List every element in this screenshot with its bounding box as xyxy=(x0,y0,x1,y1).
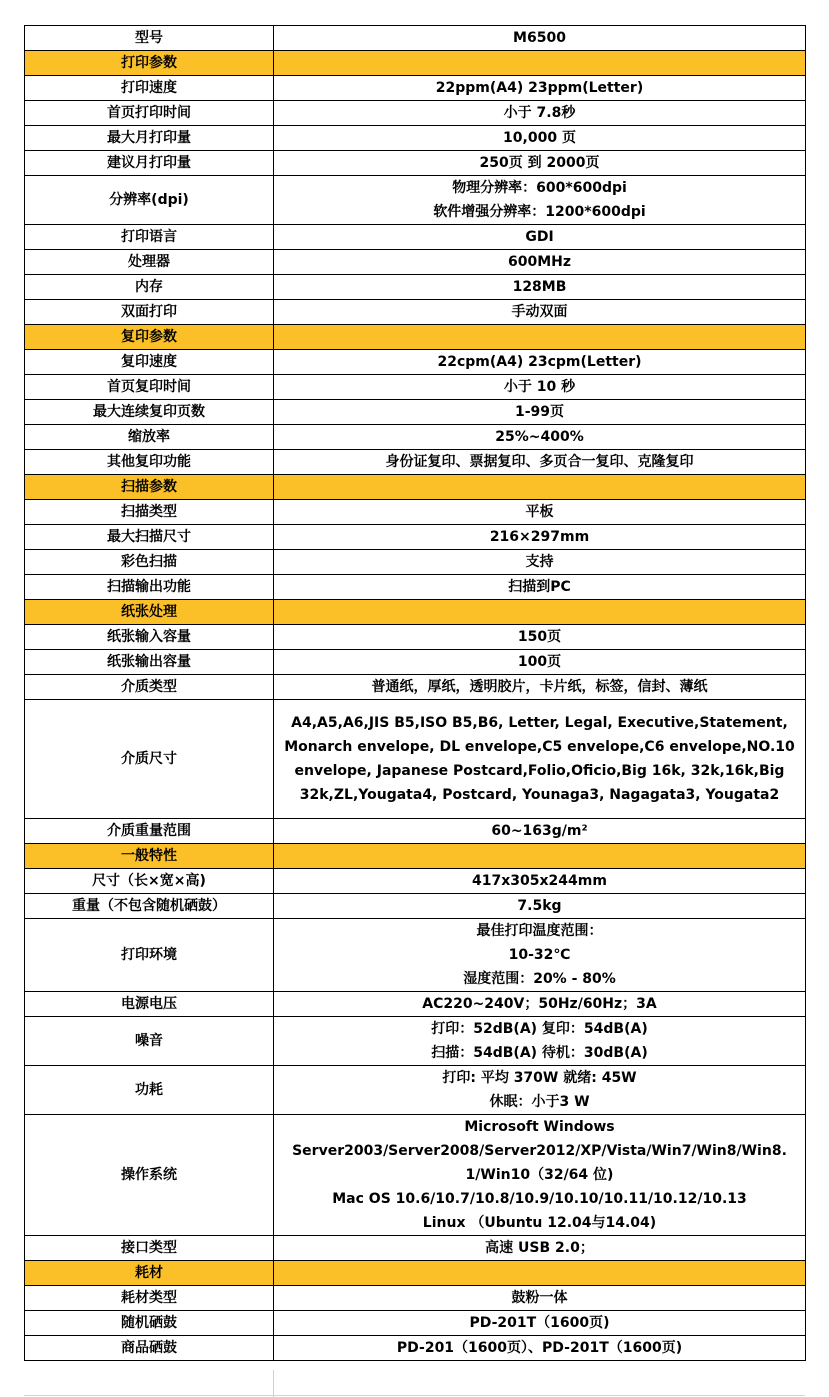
spec-value xyxy=(274,869,806,894)
model-label: 型号 xyxy=(25,26,274,51)
spec-value xyxy=(274,450,806,475)
spec-row xyxy=(25,1017,806,1066)
model-value: M6500 xyxy=(274,26,806,51)
section-header-row xyxy=(25,325,806,350)
spec-value-line: PD-201T（1600页) xyxy=(469,1315,610,1331)
spec-value-line: 417x305x244mm xyxy=(472,873,607,889)
spec-label: 缩放率 xyxy=(25,425,274,450)
spec-value xyxy=(274,300,806,325)
spec-label: 纸张输入容量 xyxy=(25,625,274,650)
spec-label: 首页复印时间 xyxy=(25,375,274,400)
bottom-column-tick xyxy=(273,1370,274,1397)
spec-value-line: 最佳打印温度范围： xyxy=(476,923,603,939)
section-header-row xyxy=(25,51,806,76)
spec-value-line: 32k,ZL,Yougata4, Postcard, Younaga3, Nagagata3, Yougata2 xyxy=(299,787,780,803)
spec-value-line: 软件增强分辨率：1200*600dpi xyxy=(433,204,646,220)
spec-value-line: PD-201（1600页）、PD-201T（1600页) xyxy=(396,1340,683,1356)
spec-label: 彩色扫描 xyxy=(25,550,274,575)
spec-value xyxy=(274,1236,806,1261)
spec-value xyxy=(274,1311,806,1336)
spec-label: 其他复印功能 xyxy=(25,450,274,475)
spec-value-line: 150页 xyxy=(517,629,562,645)
spec-row xyxy=(25,76,806,101)
section-title: 纸张处理 xyxy=(25,600,274,625)
spec-value-line: 100页 xyxy=(517,654,562,670)
spec-label: 扫描类型 xyxy=(25,500,274,525)
section-title: 复印参数 xyxy=(25,325,274,350)
spec-row xyxy=(25,176,806,225)
spec-table xyxy=(24,25,806,1361)
spec-row xyxy=(25,869,806,894)
spec-value xyxy=(274,1066,806,1115)
spec-row xyxy=(25,275,806,300)
spec-label: 功耗 xyxy=(25,1066,274,1115)
spec-value xyxy=(274,525,806,550)
spec-label: 首页打印时间 xyxy=(25,101,274,126)
spec-label: 打印速度 xyxy=(25,76,274,101)
spec-row xyxy=(25,1336,806,1361)
spec-row xyxy=(25,525,806,550)
spec-row xyxy=(25,625,806,650)
spec-value xyxy=(274,425,806,450)
spec-value-line: 普通纸，厚纸，透明胶片，卡片纸，标签，信封、薄纸 xyxy=(371,679,708,695)
spec-value-line: 1-99页 xyxy=(514,404,565,420)
spec-value xyxy=(274,1017,806,1066)
spec-row xyxy=(25,425,806,450)
spec-label: 纸张输出容量 xyxy=(25,650,274,675)
spec-value-line: envelope, Japanese Postcard,Folio,Oficio,Big 16k, 32k,16k,Big xyxy=(294,763,785,779)
section-header-row xyxy=(25,600,806,625)
spec-value-line: 小于 7.8秒 xyxy=(503,105,576,121)
spec-row xyxy=(25,1115,806,1236)
spec-value xyxy=(274,500,806,525)
spec-value-line: 小于 10 秒 xyxy=(503,379,576,395)
spec-value xyxy=(274,350,806,375)
spec-label: 重量（不包含随机硒鼓） xyxy=(25,894,274,919)
spec-label: 介质类型 xyxy=(25,675,274,700)
spec-row xyxy=(25,350,806,375)
spec-value-line: 扫描：54dB(A) 待机：30dB(A) xyxy=(431,1045,648,1061)
spec-value-line: GDI xyxy=(525,229,554,245)
spec-table-body xyxy=(25,26,806,1361)
spec-value-line: 25%~400% xyxy=(495,429,584,445)
spec-value xyxy=(274,575,806,600)
spec-label: 打印语言 xyxy=(25,225,274,250)
spec-value-line: Mac OS 10.6/10.7/10.8/10.9/10.10/10.11/10.12/10.13 xyxy=(332,1191,747,1207)
spec-label: 噪音 xyxy=(25,1017,274,1066)
spec-value xyxy=(274,675,806,700)
spec-value-line: 7.5kg xyxy=(517,898,562,914)
spec-row xyxy=(25,1286,806,1311)
spec-value-line: 平板 xyxy=(525,504,554,520)
spec-value-line: Monarch envelope, DL envelope,C5 envelope,C6 envelope,NO.10 xyxy=(284,739,795,755)
spec-value xyxy=(274,375,806,400)
spec-row xyxy=(25,1236,806,1261)
spec-row xyxy=(25,1066,806,1115)
spec-row xyxy=(25,400,806,425)
spec-row xyxy=(25,151,806,176)
spec-row xyxy=(25,1311,806,1336)
spec-value-line: 10-32℃ xyxy=(508,947,571,963)
spec-row xyxy=(25,919,806,992)
spec-label: 打印环境 xyxy=(25,919,274,992)
spec-row xyxy=(25,126,806,151)
spec-row xyxy=(25,675,806,700)
section-header-row xyxy=(25,475,806,500)
spec-value-line: 60~163g/m² xyxy=(491,823,588,839)
spec-value xyxy=(274,250,806,275)
spec-row xyxy=(25,819,806,844)
spec-value xyxy=(274,625,806,650)
spec-value xyxy=(274,1286,806,1311)
section-fill xyxy=(274,475,806,500)
spec-value-line: 手动双面 xyxy=(511,304,568,320)
spec-row xyxy=(25,101,806,126)
section-title: 一般特性 xyxy=(25,844,274,869)
spec-row xyxy=(25,894,806,919)
spec-value xyxy=(274,176,806,225)
spec-row xyxy=(25,700,806,819)
spec-value-line: 600MHz xyxy=(507,254,572,270)
spec-label: 双面打印 xyxy=(25,300,274,325)
spec-value xyxy=(274,275,806,300)
spec-value-line: 216×297mm xyxy=(489,529,590,545)
spec-value xyxy=(274,151,806,176)
section-title: 打印参数 xyxy=(25,51,274,76)
spec-label: 最大月打印量 xyxy=(25,126,274,151)
spec-value-line: 身份证复印、票据复印、多页合一复印、克隆复印 xyxy=(385,454,694,470)
spec-value xyxy=(274,400,806,425)
spec-value xyxy=(274,101,806,126)
spec-value-line: 250页 到 2000页 xyxy=(479,155,600,171)
spec-value-line: Server2003/Server2008/Server2012/XP/Vista/Win7/Win8/Win8. xyxy=(292,1143,787,1159)
spec-label: 处理器 xyxy=(25,250,274,275)
spec-value-line: 打印：52dB(A) 复印：54dB(A) xyxy=(431,1021,648,1037)
section-title: 扫描参数 xyxy=(25,475,274,500)
spec-value xyxy=(274,1115,806,1236)
spec-row xyxy=(25,300,806,325)
spec-value-line: 高速 USB 2.0； xyxy=(485,1240,594,1256)
spec-label: 介质尺寸 xyxy=(25,700,274,819)
spec-label: 耗材类型 xyxy=(25,1286,274,1311)
spec-value xyxy=(274,126,806,151)
spec-value xyxy=(274,992,806,1017)
spec-value-line: 10,000 页 xyxy=(503,130,576,146)
spec-value xyxy=(274,1336,806,1361)
spec-label: 操作系统 xyxy=(25,1115,274,1236)
spec-label: 介质重量范围 xyxy=(25,819,274,844)
spec-value-line: 鼓粉一体 xyxy=(511,1290,568,1306)
spec-label: 最大扫描尺寸 xyxy=(25,525,274,550)
spec-value-line: 湿度范围：20% - 80% xyxy=(463,971,616,987)
spec-row xyxy=(25,575,806,600)
spec-value-line: 支持 xyxy=(525,554,554,570)
spec-value-line: 22ppm(A4) 23ppm(Letter) xyxy=(435,80,644,96)
spec-value xyxy=(274,650,806,675)
model-row xyxy=(25,26,806,51)
spec-label: 商品硒鼓 xyxy=(25,1336,274,1361)
spec-value xyxy=(274,894,806,919)
section-title: 耗材 xyxy=(25,1261,274,1286)
section-header-row xyxy=(25,844,806,869)
spec-value xyxy=(274,919,806,992)
spec-row xyxy=(25,450,806,475)
spec-row xyxy=(25,550,806,575)
section-fill xyxy=(274,844,806,869)
section-fill xyxy=(274,600,806,625)
section-fill xyxy=(274,325,806,350)
spec-label: 随机硒鼓 xyxy=(25,1311,274,1336)
spec-row xyxy=(25,225,806,250)
spec-row xyxy=(25,375,806,400)
spec-value-line: 22cpm(A4) 23cpm(Letter) xyxy=(437,354,642,370)
spec-label: 内存 xyxy=(25,275,274,300)
spec-value-line: 物理分辨率：600*600dpi xyxy=(452,180,627,196)
spec-label: 电源电压 xyxy=(25,992,274,1017)
spec-value xyxy=(274,76,806,101)
spec-row xyxy=(25,992,806,1017)
spec-value-line: 打印: 平均 370W 就绪: 45W xyxy=(442,1070,637,1086)
spec-value-line: Linux （Ubuntu 12.04与14.04) xyxy=(422,1215,657,1231)
spec-label: 最大连续复印页数 xyxy=(25,400,274,425)
spec-label: 尺寸（长×宽×高) xyxy=(25,869,274,894)
spec-value xyxy=(274,225,806,250)
spec-value-line: Microsoft Windows xyxy=(464,1119,615,1135)
spec-value-line: 休眠：小于3 W xyxy=(489,1094,590,1110)
bottom-rule xyxy=(24,1395,805,1396)
spec-value xyxy=(274,700,806,819)
spec-value xyxy=(274,550,806,575)
spec-row xyxy=(25,500,806,525)
spec-value xyxy=(274,819,806,844)
spec-value-line: AC220~240V；50Hz/60Hz；3A xyxy=(422,996,657,1012)
spec-row xyxy=(25,250,806,275)
spec-value-line: A4,A5,A6,JIS B5,ISO B5,B6, Letter, Legal, Executive,Statement, xyxy=(291,715,788,731)
section-fill xyxy=(274,1261,806,1286)
spec-value-line: 128MB xyxy=(512,279,567,295)
spec-label: 扫描输出功能 xyxy=(25,575,274,600)
spec-value-line: 扫描到PC xyxy=(508,579,571,595)
spec-label: 分辨率(dpi) xyxy=(25,176,274,225)
spec-row xyxy=(25,650,806,675)
spec-label: 接口类型 xyxy=(25,1236,274,1261)
spec-label: 建议月打印量 xyxy=(25,151,274,176)
spec-label: 复印速度 xyxy=(25,350,274,375)
spec-value-line: 1/Win10（32/64 位) xyxy=(465,1167,614,1183)
section-fill xyxy=(274,51,806,76)
section-header-row xyxy=(25,1261,806,1286)
